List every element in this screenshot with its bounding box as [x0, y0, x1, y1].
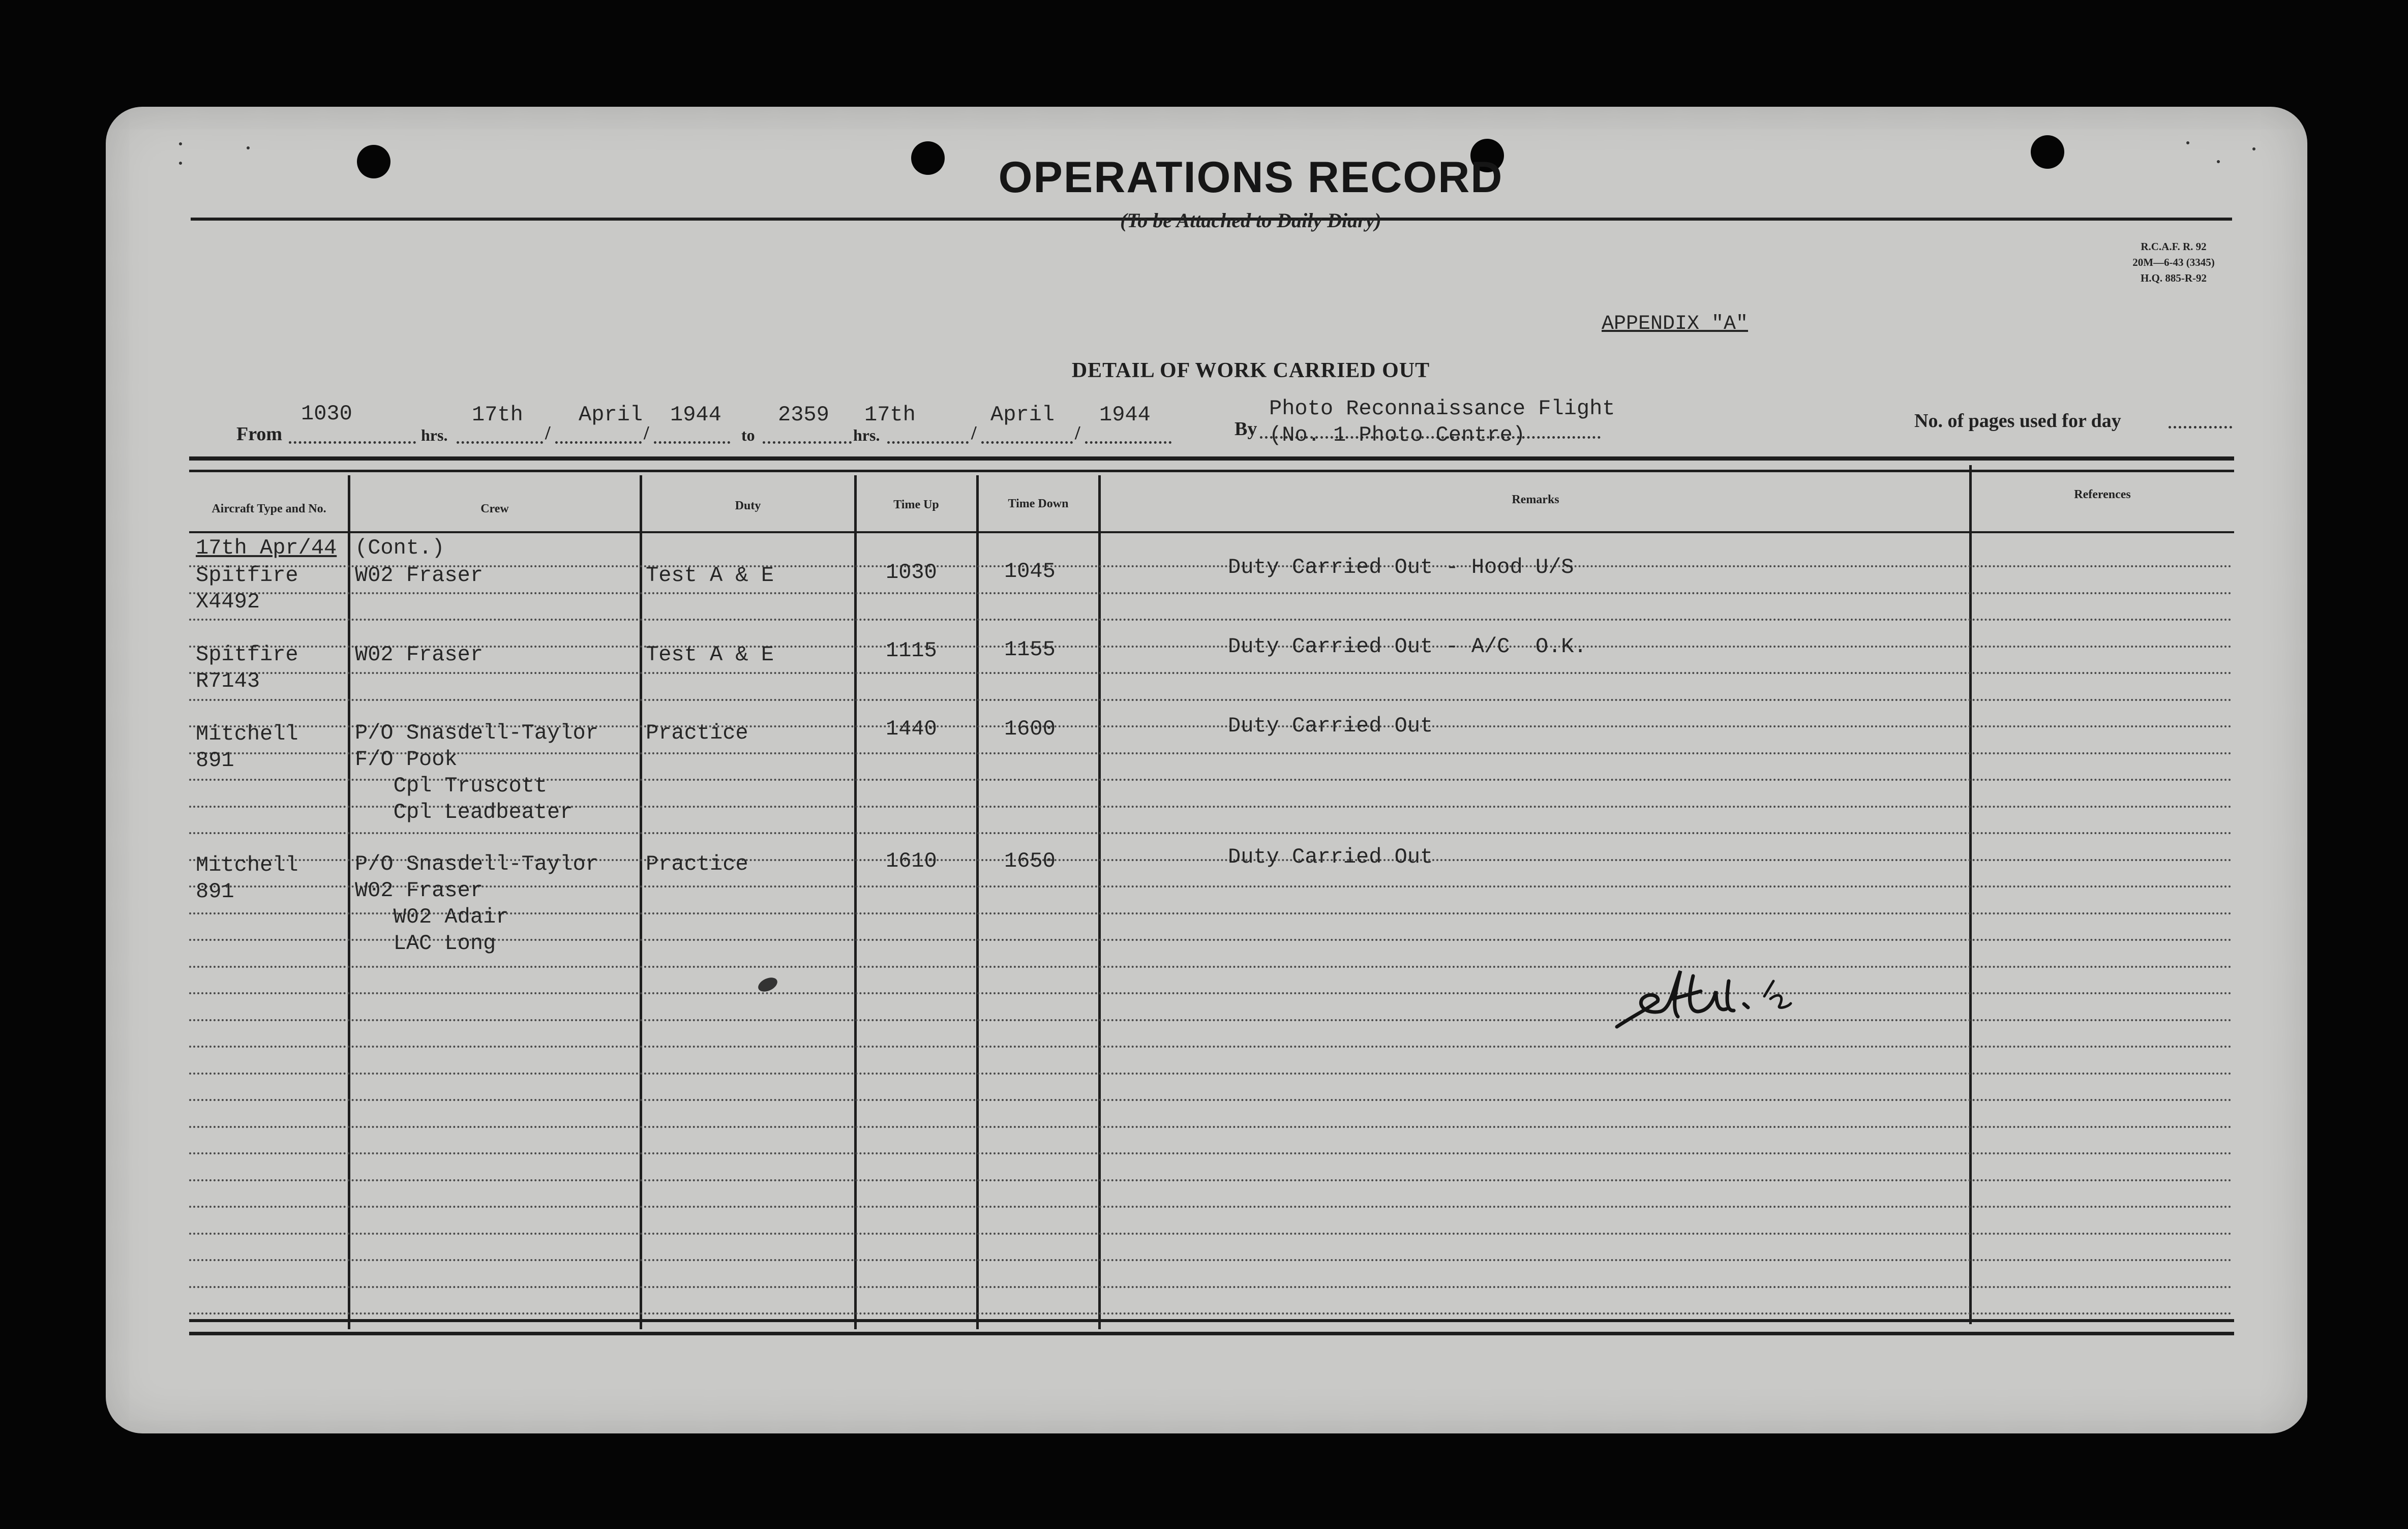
ruled-line	[189, 752, 2233, 754]
cont-label: (Cont.)	[355, 536, 445, 560]
col-header-time-up: Time Up	[893, 498, 939, 511]
hrs-label: hrs.	[421, 426, 448, 444]
page-title: OPERATIONS RECORD	[998, 153, 1503, 202]
to-time-line	[763, 441, 852, 444]
slash: /	[545, 422, 551, 444]
speck	[2252, 147, 2255, 150]
remarks: Duty Carried Out	[1228, 845, 1433, 869]
form-code-line: R.C.A.F. R. 92	[2141, 240, 2207, 253]
table-header-rule	[189, 531, 2234, 533]
crew-member: W02 Fraser	[355, 878, 484, 903]
from-label: From	[236, 423, 283, 445]
aircraft-number: 891	[196, 748, 234, 773]
time-down: 1650	[1004, 849, 1056, 873]
crew-member: Cpl Truscott	[355, 774, 548, 798]
col-header-crew: Crew	[480, 502, 509, 515]
duty: Test A & E	[646, 643, 774, 667]
crew-member: F/O Pook	[355, 747, 458, 772]
by-line-2: (No. 1 Photo Centre)	[1269, 423, 1526, 447]
punch-hole	[2031, 135, 2064, 169]
form-code-line: 20M—6-43 (3345)	[2132, 256, 2215, 268]
to-time: 2359	[778, 403, 829, 427]
ruled-line	[189, 1206, 2233, 1208]
table-bottom-rule	[189, 1319, 2234, 1322]
ruled-line	[189, 565, 2233, 567]
from-day: 17th	[472, 403, 523, 427]
appendix-label: APPENDIX "A"	[1602, 313, 1749, 335]
form-code	[2110, 239, 2237, 286]
from-day-line	[457, 441, 543, 444]
crew-member: P/O Snasdell-Taylor	[355, 721, 598, 745]
time-up: 1440	[886, 717, 937, 741]
ruled-line	[189, 592, 2233, 594]
signature	[1612, 961, 1805, 1042]
ruled-line	[189, 1233, 2233, 1235]
time-up: 1030	[886, 560, 937, 585]
ruled-line	[189, 672, 2233, 674]
crew-member: LAC Long	[355, 931, 496, 956]
to-year: 1944	[1099, 403, 1151, 427]
ruled-line	[189, 1286, 2233, 1288]
crew-member: Cpl Leadbeater	[355, 800, 573, 824]
slash: /	[644, 422, 649, 444]
duty: Practice	[646, 852, 748, 876]
ruled-line	[189, 1152, 2233, 1154]
to-month: April	[990, 403, 1055, 427]
time-up: 1115	[886, 638, 937, 663]
punch-hole	[357, 145, 390, 178]
crew-member: W02 Fraser	[355, 643, 484, 667]
aircraft-number: X4492	[196, 590, 260, 614]
from-time: 1030	[301, 402, 352, 426]
ruled-line	[189, 1312, 2233, 1314]
time-down: 1155	[1004, 637, 1056, 662]
ruled-line	[189, 1099, 2233, 1101]
crew-member: W02 Adair	[355, 905, 509, 929]
ruled-line	[189, 646, 2233, 648]
page-subtitle: (To be Attached to Daily Diary)	[1120, 209, 1381, 232]
date-heading: 17th Apr/44	[196, 536, 337, 560]
remarks: Duty Carried Out - A/C O.K.	[1228, 634, 1587, 659]
by-label: By	[1235, 418, 1257, 440]
ruled-line	[189, 699, 2233, 701]
ruled-line	[189, 619, 2233, 621]
speck	[2217, 160, 2220, 163]
aircraft-type: Spitfire	[196, 563, 298, 588]
ruled-line	[189, 1179, 2233, 1181]
from-month: April	[579, 403, 643, 427]
col-header-references: References	[2074, 488, 2131, 501]
col-header-remarks: Remarks	[1512, 493, 1559, 506]
aircraft-type: Mitchell	[196, 722, 298, 746]
remarks: Duty Carried Out - Hood U/S	[1228, 555, 1574, 579]
col-divider	[1098, 475, 1101, 1329]
time-up: 1610	[886, 849, 937, 873]
pages-line	[2169, 426, 2232, 429]
speck	[2186, 141, 2189, 144]
col-divider	[976, 475, 979, 1329]
from-year-line	[654, 441, 730, 444]
to-day: 17th	[864, 403, 916, 427]
form-code-line: H.Q. 885-R-92	[2140, 272, 2207, 284]
ruled-line	[189, 1019, 2233, 1021]
to-label: to	[741, 426, 755, 444]
aircraft-type: Spitfire	[196, 643, 298, 667]
col-divider	[348, 475, 350, 1329]
ruled-line	[189, 832, 2233, 834]
ruled-line	[189, 1126, 2233, 1128]
col-divider	[640, 475, 642, 1329]
to-year-line	[1085, 441, 1171, 444]
speck	[247, 146, 250, 149]
table-top-rule-2	[189, 470, 2234, 472]
detail-title: DETAIL OF WORK CARRIED OUT	[1071, 359, 1430, 382]
from-time-line	[289, 441, 416, 444]
crew-member: P/O Snasdell-Taylor	[355, 852, 598, 876]
aircraft-number: R7143	[196, 669, 260, 693]
col-divider	[854, 475, 857, 1329]
ruled-line	[189, 1259, 2233, 1261]
ruled-line	[189, 1073, 2233, 1075]
duty: Test A & E	[646, 563, 774, 588]
to-day-line	[887, 441, 969, 444]
ruled-line	[189, 885, 2233, 888]
table-top-rule	[189, 456, 2234, 461]
crew-member: W02 Fraser	[355, 563, 484, 588]
aircraft-type: Mitchell	[196, 853, 298, 877]
speck	[179, 142, 182, 145]
speck	[179, 162, 182, 165]
to-month-line	[981, 441, 1073, 444]
table-bottom-rule-2	[189, 1332, 2234, 1335]
slash: /	[1075, 422, 1080, 444]
pages-label: No. of pages used for day	[1914, 410, 2121, 432]
col-header-aircraft: Aircraft Type and No.	[212, 502, 326, 515]
by-line-1: Photo Reconnaissance Flight	[1269, 396, 1615, 421]
ruled-line	[189, 992, 2233, 994]
col-header-duty: Duty	[735, 499, 761, 512]
ruled-line	[189, 1046, 2233, 1048]
time-down: 1600	[1004, 717, 1056, 741]
col-header-time-down: Time Down	[1008, 497, 1069, 510]
time-down: 1045	[1004, 559, 1056, 584]
duty: Practice	[646, 721, 748, 745]
remarks: Duty Carried Out	[1228, 714, 1433, 738]
hrs-label: hrs.	[853, 426, 880, 444]
from-year: 1944	[670, 403, 721, 427]
aircraft-number: 891	[196, 879, 234, 904]
ruled-line	[189, 966, 2233, 968]
slash: /	[971, 422, 977, 444]
from-month-line	[555, 441, 642, 444]
